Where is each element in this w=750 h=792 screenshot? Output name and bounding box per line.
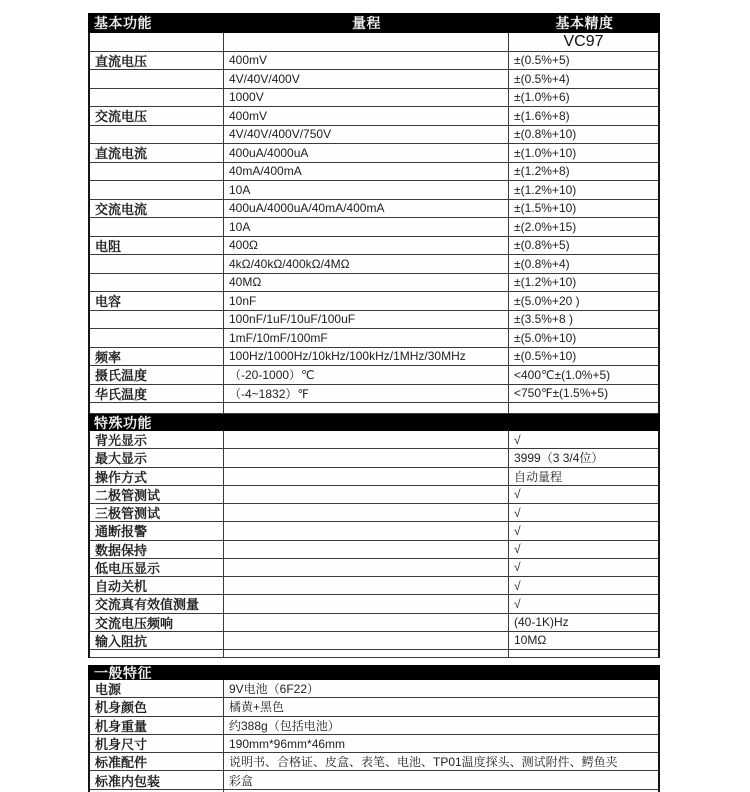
empty-cell (224, 632, 509, 649)
table-row (90, 200, 658, 219)
accuracy-cell: ±(0.5%+5) (514, 53, 570, 68)
empty-cell (224, 486, 509, 503)
value-cell: (40-1K)Hz (514, 615, 569, 630)
empty-cell (224, 559, 509, 576)
range-cell: （-4~1832）℉ (224, 385, 509, 403)
function-cell: 电容 (90, 292, 224, 310)
accuracy-cell: <750℉±(1.5%+5) (514, 386, 609, 401)
table-row (90, 753, 658, 771)
feature-cell: 标准内包装 (90, 771, 224, 788)
accuracy-cell: ±(0.5%+4) (514, 71, 570, 86)
range-cell: 400mV (224, 107, 509, 125)
table-row (90, 431, 658, 449)
value-cell: √ (514, 432, 521, 447)
accuracy-cell: ±(0.5%+10) (514, 349, 577, 364)
function-cell: 最大显示 (90, 449, 224, 466)
function-cell (90, 181, 224, 199)
table-row (90, 577, 658, 595)
table-row (90, 348, 658, 367)
empty-cell (224, 468, 509, 485)
table-row (90, 52, 658, 71)
value-cell: 9V电池（6F22） (229, 682, 320, 697)
empty-cell (224, 522, 509, 539)
section-band-special (88, 414, 660, 431)
range-cell: 100nF/1uF/10uF/100uF (224, 311, 509, 329)
accuracy-cell: ±(3.5%+8 ) (514, 312, 573, 327)
table-row (90, 522, 658, 540)
special-rows (90, 431, 658, 650)
function-cell: 交流电压频响 (90, 614, 224, 631)
feature-cell: 机身颜色 (90, 698, 224, 715)
range-cell: 400uA/4000uA (224, 144, 509, 162)
table-row (90, 717, 658, 735)
range-cell: 400uA/4000uA/40mA/400mA (224, 200, 509, 218)
empty-cell (224, 614, 509, 631)
function-cell: 电阻 (90, 237, 224, 255)
function-cell: 操作方式 (90, 468, 224, 485)
accuracy-cell: ±(0.8%+10) (514, 127, 577, 142)
range-cell: 10A (224, 218, 509, 236)
function-cell (90, 329, 224, 347)
function-cell: 直流电流 (90, 144, 224, 162)
empty-cell (90, 33, 224, 51)
basic-table (88, 33, 660, 414)
table-row (90, 468, 658, 486)
feature-cell: 标准配件 (90, 753, 224, 770)
table-row (90, 698, 658, 716)
table-row (90, 255, 658, 274)
accuracy-cell: ±(2.0%+15) (514, 219, 577, 234)
model-row (90, 33, 658, 52)
value-cell: 10MΩ (514, 633, 547, 648)
range-column-header: 量程 (352, 15, 381, 31)
table-row (90, 329, 658, 348)
range-cell: 40mA/400mA (224, 163, 509, 181)
table-row (90, 680, 658, 698)
table-row (90, 292, 658, 311)
range-cell: 10nF (224, 292, 509, 310)
feature-cell: 电源 (90, 680, 224, 697)
function-cell (90, 255, 224, 273)
value-cell: 约388g（包括电池） (229, 718, 340, 733)
function-cell (90, 70, 224, 88)
table-row (90, 311, 658, 330)
table-row (90, 237, 658, 256)
table-row (90, 366, 658, 385)
range-cell: 40MΩ (224, 274, 509, 292)
function-cell (90, 126, 224, 144)
value-cell: √ (514, 578, 521, 593)
table-row (90, 70, 658, 89)
function-cell: 频率 (90, 348, 224, 366)
model-name: VC97 (563, 33, 604, 50)
value-cell: √ (514, 560, 521, 575)
table-row (90, 771, 658, 789)
value-cell: √ (514, 542, 521, 557)
function-cell: 通断报警 (90, 522, 224, 539)
table-row (90, 735, 658, 753)
table-row (90, 107, 658, 126)
basic-rows (90, 52, 658, 404)
section-band-basic (88, 13, 660, 33)
empty-gap-row (90, 650, 658, 658)
range-cell: 1mF/10mF/100mF (224, 329, 509, 347)
function-cell: 直流电压 (90, 52, 224, 70)
range-cell: 10A (224, 181, 509, 199)
empty-cell (224, 33, 509, 51)
table-row (90, 144, 658, 163)
range-cell: （-20-1000）℃ (224, 366, 509, 384)
function-cell: 数据保持 (90, 541, 224, 558)
accuracy-cell: ±(5.0%+10) (514, 330, 577, 345)
range-cell: 1000V (224, 89, 509, 107)
table-row (90, 181, 658, 200)
accuracy-cell: ±(0.8%+4) (514, 256, 570, 271)
function-cell: 二极管测试 (90, 486, 224, 503)
value-cell: √ (514, 523, 521, 538)
table-row (90, 486, 658, 504)
table-row (90, 632, 658, 650)
table-row (90, 541, 658, 559)
accuracy-cell: ±(1.6%+8) (514, 108, 570, 123)
function-cell (90, 311, 224, 329)
feature-cell: 机身重量 (90, 717, 224, 734)
function-cell: 交流电压 (90, 107, 224, 125)
value-cell: 3999（3 3/4位） (514, 451, 604, 466)
table-row (90, 385, 658, 404)
accuracy-cell: ±(1.2%+10) (514, 275, 577, 290)
range-cell: 4V/40V/400V (224, 70, 509, 88)
table-row (90, 614, 658, 632)
accuracy-column-header: 基本精度 (555, 15, 614, 31)
function-cell (90, 218, 224, 236)
function-cell (90, 274, 224, 292)
value-cell: √ (514, 505, 521, 520)
accuracy-cell: ±(1.0%+10) (514, 145, 577, 160)
accuracy-cell: ±(1.2%+10) (514, 182, 577, 197)
range-cell: 400mV (224, 52, 509, 70)
table-row (90, 595, 658, 613)
accuracy-cell: ±(1.0%+6) (514, 90, 570, 105)
range-cell: 100Hz/1000Hz/10kHz/100kHz/1MHz/30MHz (224, 348, 509, 366)
table-row (90, 559, 658, 577)
table-row (90, 449, 658, 467)
accuracy-cell: ±(5.0%+20 ) (514, 293, 580, 308)
range-cell: 4V/40V/400V/750V (224, 126, 509, 144)
value-cell: 190mm*96mm*46mm (229, 736, 346, 751)
range-cell: 400Ω (224, 237, 509, 255)
value-cell: 自动量程 (514, 469, 563, 484)
empty-cell (224, 595, 509, 612)
function-column-header: 基本功能 (94, 15, 152, 31)
function-cell: 华氏温度 (90, 385, 224, 403)
range-cell: 4kΩ/40kΩ/400kΩ/4MΩ (224, 255, 509, 273)
spec-sheet (88, 13, 660, 792)
table-row (90, 274, 658, 293)
table-row (90, 163, 658, 182)
table-row (90, 89, 658, 108)
function-cell (90, 163, 224, 181)
function-cell: 三极管测试 (90, 504, 224, 521)
accuracy-cell: ±(1.2%+8) (514, 164, 570, 179)
table-row (90, 504, 658, 522)
special-table (88, 431, 660, 658)
value-cell: 彩盒 (229, 773, 254, 788)
accuracy-cell: ±(1.5%+10) (514, 201, 577, 216)
general-table (88, 680, 660, 792)
special-section-title: 特殊功能 (94, 414, 152, 431)
function-cell: 摄氏温度 (90, 366, 224, 384)
function-cell: 输入阻抗 (90, 632, 224, 649)
value-cell: √ (514, 596, 521, 611)
value-cell: √ (514, 487, 521, 502)
empty-cell (224, 449, 509, 466)
function-cell: 自动关机 (90, 577, 224, 594)
empty-cell (224, 541, 509, 558)
general-rows (90, 680, 658, 790)
function-cell (90, 89, 224, 107)
accuracy-cell: ±(0.8%+5) (514, 238, 570, 253)
function-cell: 交流电流 (90, 200, 224, 218)
accuracy-cell: <400℃±(1.0%+5) (514, 367, 611, 382)
feature-cell: 机身尺寸 (90, 735, 224, 752)
table-row (90, 126, 658, 145)
table-row (90, 218, 658, 237)
empty-cell (224, 504, 509, 521)
empty-cell (224, 577, 509, 594)
empty-cell (224, 431, 509, 448)
value-cell: 橘黄+黑色 (229, 700, 285, 715)
function-cell: 低电压显示 (90, 559, 224, 576)
function-cell: 背光显示 (90, 431, 224, 448)
function-cell: 交流真有效值测量 (90, 595, 224, 612)
value-cell: 说明书、合格证、皮盒、表笔、电池、TP01温度探头、测试附件、鳄鱼夹 (229, 755, 618, 770)
general-section-title: 一般特征 (94, 664, 152, 681)
section-band-general (88, 665, 660, 680)
